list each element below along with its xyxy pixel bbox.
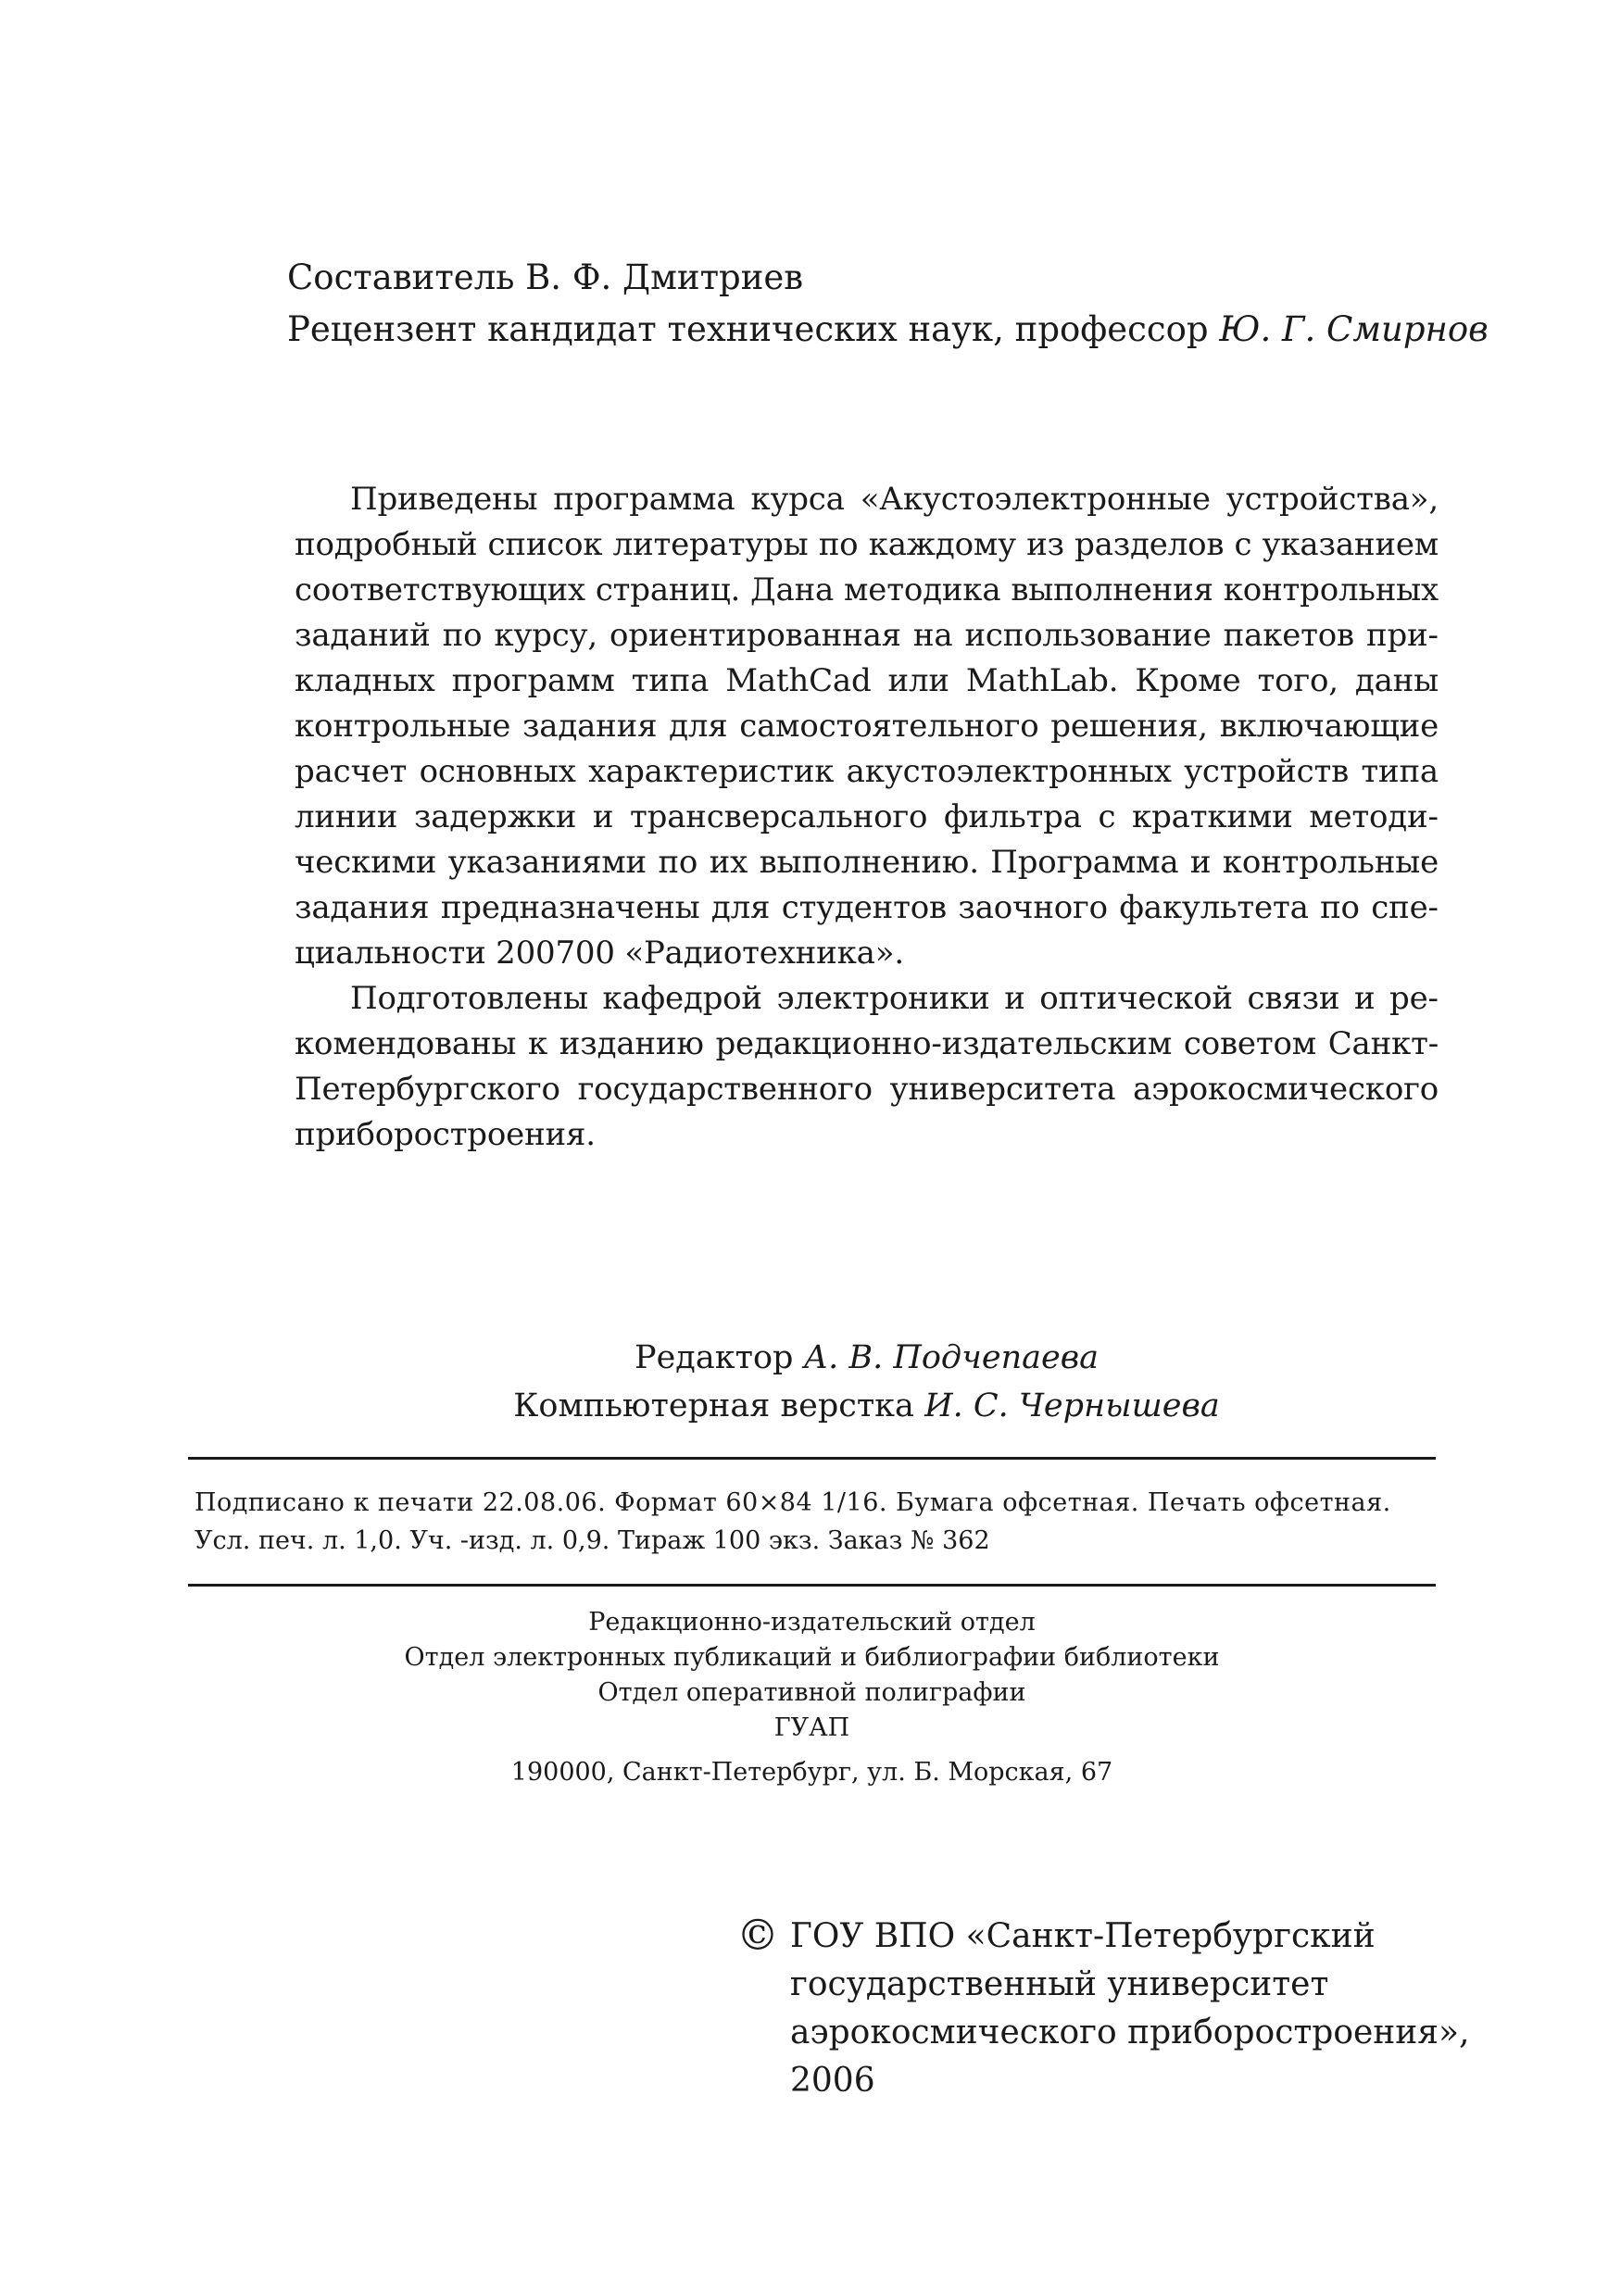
bottom-divider (188, 1584, 1436, 1587)
copyright-text (790, 1913, 1477, 2105)
compiler-line (287, 252, 1491, 304)
imprint-line-1: Подписано к печати 22.08.06. Формат 60×84 1/16. Бумага офсетная. Печать офсетная. (195, 1488, 1391, 1517)
layout-line (295, 1382, 1439, 1430)
abstract-block (295, 477, 1439, 1158)
editors-block (295, 1334, 1439, 1430)
abstract-paragraph-2: Подготовлены кафедрой электроники и оптической связи и рекомендованы к изданию редакционно-издательским советом Санкт-Петербургского государственного университета аэрокосмического приборостроения. (295, 980, 1439, 1153)
credits-block (287, 252, 1491, 356)
copyright-line-1: ГОУ ВПО «Санкт-Петербургский (790, 1917, 1376, 1955)
editor-label: Редактор (635, 1339, 794, 1376)
copyright-line-2: государственный университет (790, 1965, 1329, 2003)
compiler-name: В. Ф. Дмитриев (525, 257, 804, 297)
copyright-year: 2006 (790, 2062, 875, 2100)
reviewer-label: Рецензент кандидат технических наук, профессор (287, 309, 1209, 349)
editor-line (295, 1334, 1439, 1382)
layout-label: Компьютерная верстка (513, 1387, 914, 1424)
publisher-line-1: Редакционно-издательский отдел (588, 1608, 1036, 1637)
layout-name: И. С. Чернышева (924, 1387, 1220, 1424)
abstract-paragraph-1: Приведены программа курса «Акустоэлектронные устройства», подробный список литературы по каждому из разделов с указанием соответствующих страниц. Дана методика выполнения контрольных заданий по курсу, ориентированная на использование пакетов прикладных программ типа MathCad или MathLab. Кроме того, даны контрольные задания для самостоятельного решения, включающие расчет основных характеристик акустоэлектронных устройств типа линии задержки и трансверсального фильтра с краткими методическими указаниями по их выполнению. Программа и контрольные задания предназначены для студентов заочного факультета по специальности 200700 «Радиотехника». (295, 481, 1439, 972)
publisher-address: 190000, Санкт-Петербург, ул. Б. Морская, 67 (510, 1758, 1113, 1787)
publisher-line-4: ГУАП (773, 1713, 850, 1742)
publisher-line-2: Отдел электронных публикаций и библиографии библиотеки (404, 1643, 1220, 1672)
copyright-icon: © (736, 1910, 779, 1960)
copyright-block (736, 1910, 1477, 2105)
compiler-label: Составитель (287, 257, 515, 297)
reviewer-line (287, 304, 1491, 356)
imprint-block (195, 1484, 1436, 1560)
publisher-block (188, 1605, 1436, 1790)
top-divider (188, 1457, 1436, 1460)
reviewer-name: Ю. Г. Смирнов (1219, 309, 1489, 349)
copyright-line-3: аэрокосмического приборостроения», (790, 2014, 1470, 2051)
imprint-line-2: Усл. печ. л. 1,0. Уч. -изд. л. 0,9. Тираж 100 экз. Заказ № 362 (195, 1526, 990, 1555)
editor-name: А. В. Подчепаева (803, 1339, 1099, 1376)
publisher-line-3: Отдел оперативной полиграфии (597, 1678, 1026, 1707)
